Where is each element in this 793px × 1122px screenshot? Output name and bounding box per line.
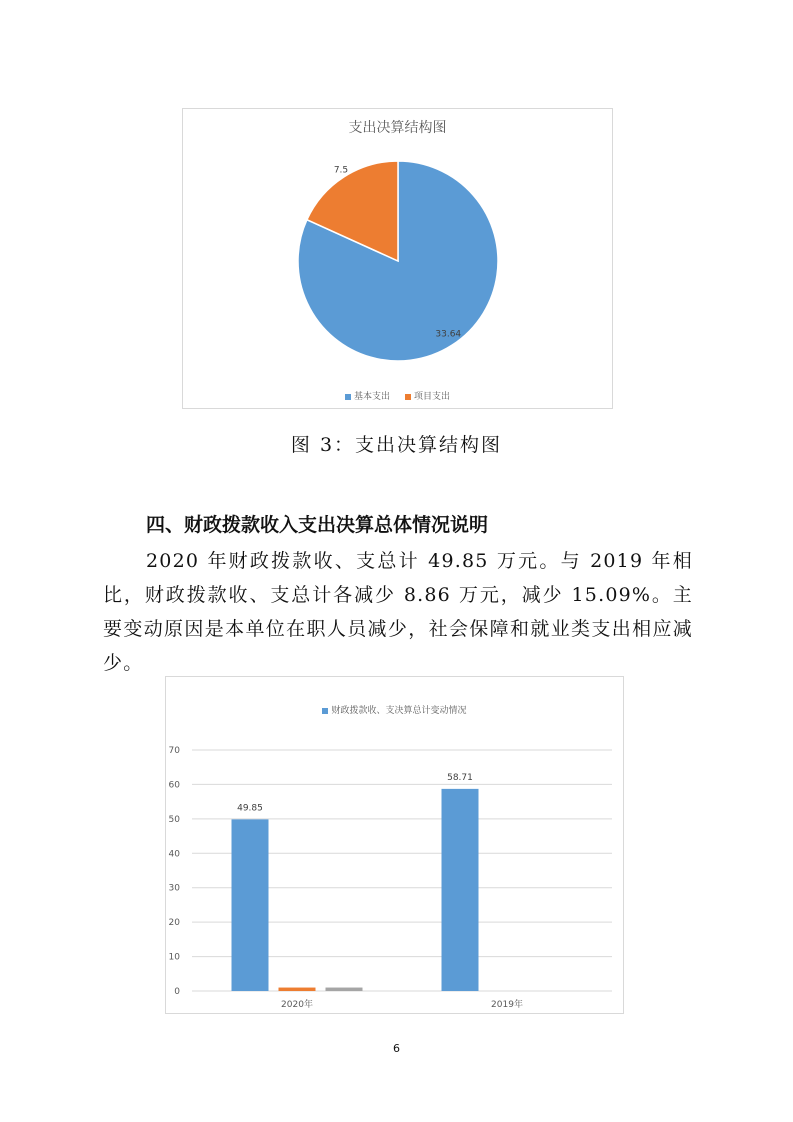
bar-chart-frame — [165, 676, 624, 1014]
x-tick-label: 2019年 — [491, 1000, 523, 1010]
bar-data-label: 49.85 — [237, 803, 263, 814]
y-tick-label: 0 — [174, 987, 180, 997]
section-paragraph: 2020 年财政拨款收、支总计 49.85 万元。与 2019 年相比，财政拨款收、支总计各减少 8.86 万元，减少 15.09%。主要变动原因是本单位在职人员减少，社会保障和就业类支出相应减少。 — [103, 550, 693, 674]
bar-0-2 — [326, 988, 363, 991]
bar-0-1 — [279, 988, 316, 991]
y-tick-label: 10 — [168, 952, 180, 963]
pie-chart-title: 支出决算结构图 — [348, 120, 447, 136]
y-tick-label: 70 — [168, 746, 180, 756]
pie-legend-item-basic — [345, 392, 390, 402]
x-tick-label: 2020年 — [281, 1000, 313, 1010]
pie-chart — [183, 109, 612, 408]
y-tick-label: 40 — [168, 849, 180, 860]
page-number: 6 — [393, 1042, 400, 1055]
y-tick-label: 30 — [168, 883, 180, 894]
pie-legend-item-project — [405, 392, 450, 402]
legend-label: 基本支出 — [354, 392, 391, 402]
pie-chart-frame — [182, 108, 613, 409]
section-heading: 四、财政拨款收入支出决算总体情况说明 — [146, 514, 489, 536]
legend-label: 项目支出 — [413, 392, 450, 402]
figure-caption: 图 3：支出决算结构图 — [290, 434, 503, 456]
legend-swatch-orange — [405, 394, 411, 400]
pie-legend — [183, 389, 612, 402]
y-tick-label: 60 — [168, 780, 180, 791]
pie-data-label-1: 7.5 — [333, 165, 349, 176]
bar-chart — [166, 677, 623, 1013]
bar-0-0 — [232, 819, 269, 991]
bar-data-label: 58.71 — [447, 772, 473, 783]
legend-swatch-blue — [345, 394, 351, 400]
y-tick-label: 20 — [168, 918, 180, 929]
bar-1-0 — [442, 789, 479, 991]
y-tick-label: 50 — [168, 814, 180, 825]
pie-data-label-0: 33.64 — [435, 329, 462, 340]
legend-label: 财政拨款收、支决算总计变动情况 — [331, 706, 467, 716]
